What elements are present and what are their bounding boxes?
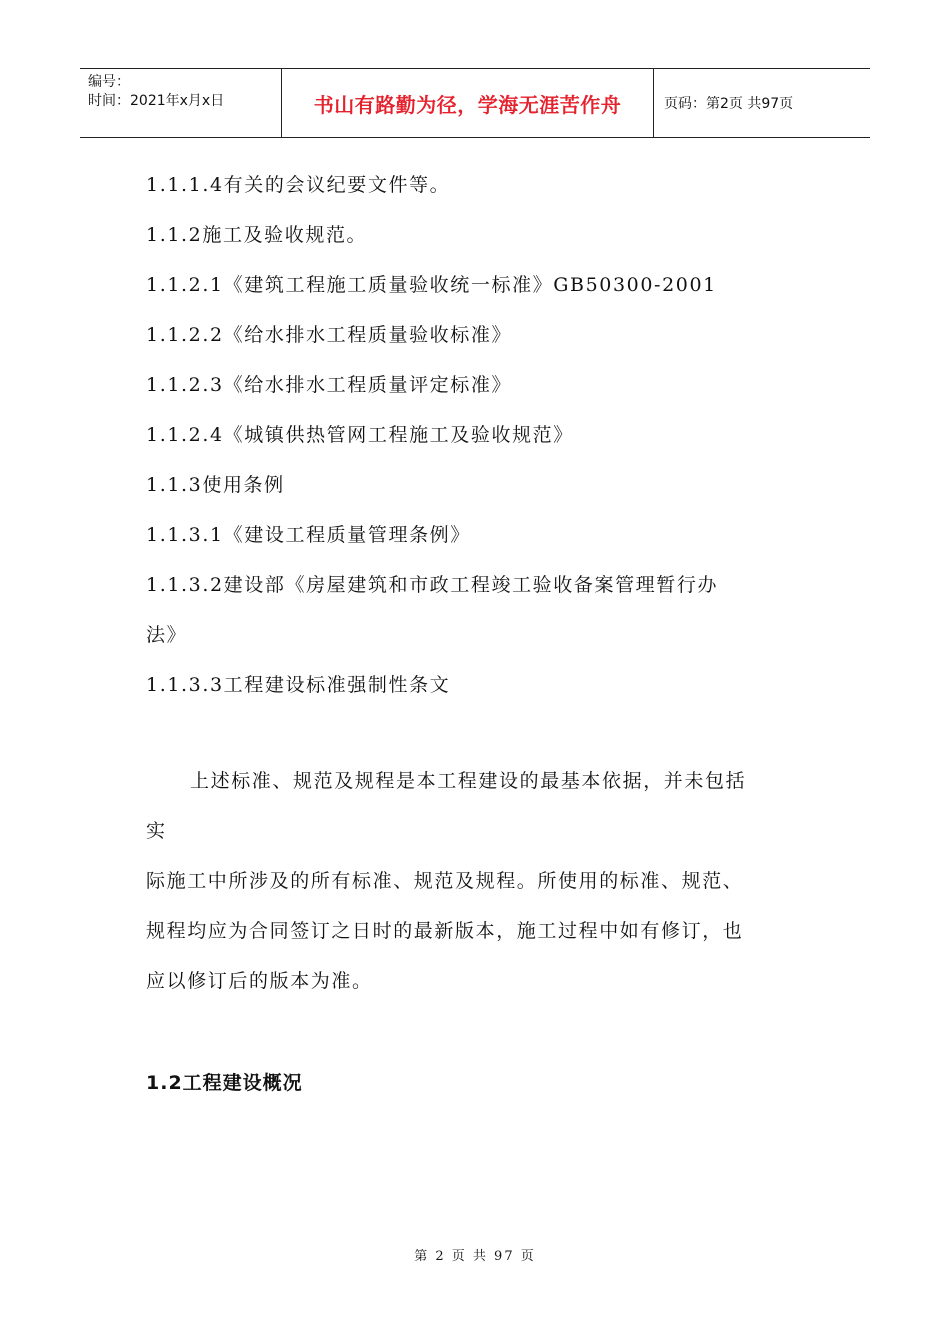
document-body: [146, 160, 816, 1108]
paragraph-line: 上述标准、规范及规程是本工程建设的最基本依据，并未包括: [190, 770, 747, 792]
page-header: [80, 68, 870, 138]
paragraph-line: 际施工中所涉及的所有标准、规范及规程。所使用的标准、规范、: [146, 870, 744, 892]
paragraph-line: 规程均应为合同签订之日时的最新版本，施工过程中如有修订，也: [146, 920, 744, 942]
header-motto: 书山有路勤为径，学海无涯苦作舟: [282, 69, 654, 137]
paragraph-line: 应以修订后的版本为准。: [146, 970, 373, 992]
list-line: 1.1.3.1《建设工程质量管理条例》: [146, 524, 471, 546]
time-label: 时间：2021年x月x日: [88, 93, 225, 109]
list-line: 1.1.2.2《给水排水工程质量验收标准》: [146, 324, 513, 346]
paragraph-line: 实: [146, 820, 167, 842]
list-line: 1.1.1.4有关的会议纪要文件等。: [146, 174, 451, 196]
section-heading: 1.2工程建设概况: [146, 1072, 303, 1094]
list-line: 1.1.2.1《建筑工程施工质量验收统一标准》GB50300-2001: [146, 274, 717, 296]
spacer: [146, 710, 816, 756]
list-line: 1.1.3.3工程建设标准强制性条文: [146, 674, 451, 696]
number-label: 编号：: [88, 74, 130, 90]
list-line: 1.1.2施工及验收规范。: [146, 224, 368, 246]
list-line: 法》: [146, 624, 188, 646]
header-page-label: 页码：第2页 共97页: [664, 96, 794, 112]
header-meta-cell: [80, 69, 282, 137]
list-line: 1.1.2.4《城镇供热管网工程施工及验收规范》: [146, 424, 574, 446]
list-line: 1.1.3.2建设部《房屋建筑和市政工程竣工验收备案管理暂行办: [146, 574, 719, 596]
list-line: 1.1.2.3《给水排水工程质量评定标准》: [146, 374, 513, 396]
list-line: 1.1.3使用条例: [146, 474, 285, 496]
page-footer: 第 2 页 共 97 页: [414, 1249, 536, 1264]
